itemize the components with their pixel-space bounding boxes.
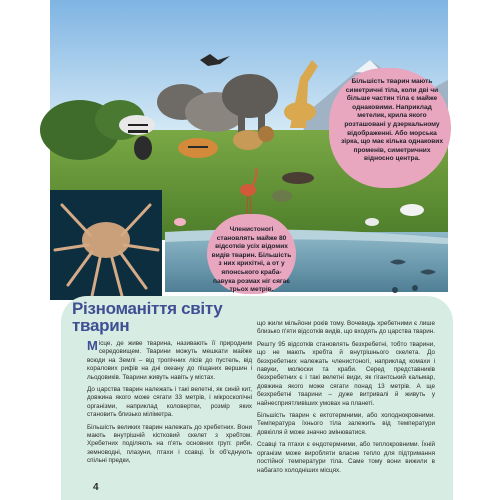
paragraph: [87, 340, 252, 382]
left-text-column: [87, 340, 252, 470]
section-title: Різноманіття світу тварин: [72, 299, 223, 335]
drop-cap: М: [87, 338, 98, 353]
paragraph: До царства тварин належать і такі велетні, як синій кит, довжина якого може сягати 33 метрів, і мікроскопічні організми, наприклад коловертки, розмір яких становить близько міліметра.: [87, 386, 252, 419]
paragraph: що жили мільйони років тому. Вочевидь хребетними є лише близько п'яти відсотків видів, що входять до царства тварин.: [257, 320, 435, 336]
right-text-column: [257, 320, 435, 479]
paragraph-text: ісце, де живе тварина, називають її природним середовищем. Тварини можуть мешкати майже всюди на Землі – від тропічних лісів до пустель, від коралових рифів на дні океану до піщаних вершин і льодовиків. Тварини живуть навіть у містах.: [87, 340, 252, 381]
symmetry-callout: Більшість тварин мають симетричні тіла, коли дві чи більше частин тіла є майже однаковими. Наприклад метелик, крила якого розташовані у дзеркальному відображенні. Або морська зірка, що має кілька однакових променів, симетричних відносно центра.: [329, 68, 451, 188]
paragraph: Ссавці та птахи є ендотермними, або теплокровними. Їхній організм може виробляти власне тепло для підтримання постійної температури тіла. Саме тому вони вижили в набагато холодніших місцях.: [257, 441, 435, 474]
page-number: 4: [93, 482, 99, 493]
paragraph: Більшість великих тварин належать до хребетних. Вони мають внутрішній кістковий скелет з хребтом. Хребетних поділяють на п'ять основних груп: риби, земноводні, плазуни, птахи і ссавці. Їх об'єднують спільні предки,: [87, 423, 252, 465]
paragraph: Решту 95 відсотків становлять безхребетні, тобто тварини, що не мають хребта й внутрішнього скелета. До безхребетних належать членистоногі, наприклад комахи і павуки, молюски та краби. Серед представників безхребетних є і такі велетні види, як гігантський кальмар, довжина якого може сягати понад 13 метрів. А ще безхребетні тварини – дуже витривалі й живуть у найнесприятливіших умовах на планеті.: [257, 340, 435, 407]
arthropods-callout: Членистоногі становлять майже 80 відсотків усіх відомих видів тварин. Більшість з них крихітні, а от у японського краба-павука розмах ніг сягає трьох метрів.: [207, 214, 296, 294]
paragraph: Більшість тварин є ектотермними, або холоднокровними. Температура їхнього тіла залежить від температури довкілля й може значно змінюватися.: [257, 412, 435, 436]
